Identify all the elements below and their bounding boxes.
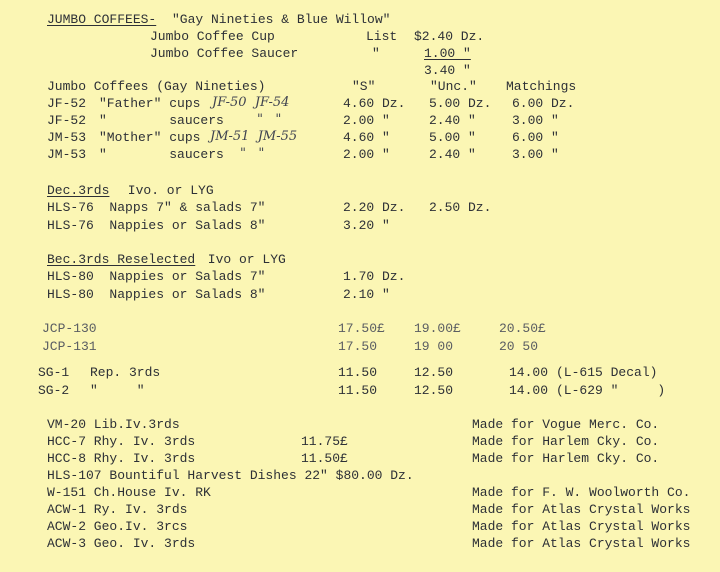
made-price: 11.75£	[301, 434, 348, 449]
bec-row-price: 1.70 Dz.	[343, 269, 406, 284]
jcp-price-c: 20.50£	[499, 321, 546, 336]
sg-code: SG-1	[38, 365, 70, 380]
bec-row-price: 2.10 "	[343, 287, 390, 302]
price-unc: 5.00 "	[429, 130, 476, 145]
list-item: HCC-7 Rhy. Iv. 3rds	[47, 434, 196, 449]
price-s: 4.60 Dz.	[343, 96, 406, 111]
made-for-note: Made for F. W. Woolworth Co.	[472, 485, 691, 500]
made-for-note: Made for Atlas Crystal Works	[472, 519, 691, 534]
made-for-note: Made for Harlem Cky. Co.	[472, 434, 660, 449]
document-title: JUMBO COFFEES-	[47, 12, 157, 27]
sg-desc: " "	[90, 383, 145, 398]
made-for-note: Made for Vogue Merc. Co.	[472, 417, 660, 432]
jcp-price-a: 17.50£	[338, 321, 385, 336]
jumbo-total-price: 3.40 "	[424, 63, 471, 78]
dec-row-price-2: 2.50 Dz.	[429, 200, 492, 215]
bec-row-text: HLS-80 Nappies or Salads 7"	[47, 269, 266, 284]
document-subtitle: "Gay Nineties & Blue Willow"	[172, 12, 391, 27]
price-s: 4.60 "	[343, 130, 390, 145]
price-unc: 2.40 "	[429, 147, 476, 162]
handwritten-note: JF-50 JF-54	[212, 95, 290, 110]
dec-row-text: HLS-76 Napps 7" & salads 7"	[47, 200, 266, 215]
price-match: 3.00 "	[512, 147, 559, 162]
dec-row-price-1: 2.20 Dz.	[343, 200, 406, 215]
sg-note: (L-615 Decal)	[556, 365, 658, 380]
price-match: 6.00 "	[512, 130, 559, 145]
jumbo-saucer-label: Jumbo Coffee Saucer	[150, 46, 299, 61]
table-row-desc: "Father" cups	[99, 96, 201, 111]
price-s: 2.00 "	[343, 113, 390, 128]
list-item: HCC-8 Rhy. Iv. 3rds	[47, 451, 196, 466]
saucer-ditto: "	[372, 46, 380, 61]
jumbo-saucer-price: 1.00 "	[424, 46, 471, 61]
table-row-desc: " saucers	[99, 147, 224, 162]
sg-note: (L-629 " )	[556, 383, 666, 398]
list-item: ACW-2 Geo.Iv. 3rcs	[47, 519, 188, 534]
sg-price-b: 12.50	[414, 383, 454, 398]
list-item: HLS-107 Bountiful Harvest Dishes 22" $80.00 Dz.	[47, 468, 414, 483]
dec-3rds-heading: Dec.3rds	[47, 183, 110, 198]
price-unc: 2.40 "	[429, 113, 476, 128]
jumbo-cup-label: Jumbo Coffee Cup	[150, 29, 275, 44]
made-price: 11.50£	[301, 451, 348, 466]
table-row-desc: " saucers	[99, 113, 224, 128]
jcp-code: JCP-130	[42, 321, 97, 336]
made-for-note: Made for Atlas Crystal Works	[472, 536, 691, 551]
table-row-desc: "Mother" cups	[99, 130, 201, 145]
table-row-code: JF-52	[47, 96, 87, 111]
col-matchings-header: Matchings	[506, 79, 577, 94]
gay-nineties-heading: Jumbo Coffees (Gay Nineties)	[47, 79, 266, 94]
handwritten-note: JM-51 JM-55	[210, 129, 298, 144]
jcp-code: JCP-131	[42, 339, 97, 354]
jcp-price-c: 20 50	[499, 339, 539, 354]
price-unc: 5.00 Dz.	[429, 96, 492, 111]
table-row-code: JF-52	[47, 113, 87, 128]
dec-3rds-heading-rest: Ivo. or LYG	[120, 183, 214, 198]
sg-price-c: 14.00	[509, 365, 549, 380]
list-label: List	[366, 29, 398, 44]
jcp-price-b: 19.00£	[414, 321, 461, 336]
list-item: ACW-1 Ry. Iv. 3rds	[47, 502, 188, 517]
sg-code: SG-2	[38, 383, 70, 398]
handwritten-note: " "	[257, 112, 282, 127]
price-s: 2.00 "	[343, 147, 390, 162]
table-row-code: JM-53	[47, 130, 87, 145]
handwritten-note: " "	[240, 146, 265, 161]
made-for-note: Made for Atlas Crystal Works	[472, 502, 691, 517]
list-item: W-151 Ch.House Iv. RK	[47, 485, 211, 500]
made-for-note: Made for Harlem Cky. Co.	[472, 451, 660, 466]
dec-row-price-1: 3.20 "	[343, 218, 390, 233]
jumbo-cup-price: $2.40 Dz.	[414, 29, 485, 44]
table-row-code: JM-53	[47, 147, 87, 162]
bec-row-text: HLS-80 Nappies or Salads 8"	[47, 287, 266, 302]
sg-desc: Rep. 3rds	[90, 365, 161, 380]
jcp-price-a: 17.50	[338, 339, 378, 354]
sg-price-a: 11.50	[338, 383, 378, 398]
list-item: ACW-3 Geo. Iv. 3rds	[47, 536, 196, 551]
col-s-header: "S"	[352, 79, 376, 94]
dec-row-text: HLS-76 Nappies or Salads 8"	[47, 218, 266, 233]
price-match: 6.00 Dz.	[512, 96, 575, 111]
jcp-price-b: 19 00	[414, 339, 454, 354]
list-item: VM-20 Lib.Iv.3rds	[47, 417, 180, 432]
col-unc-header: "Unc."	[430, 79, 477, 94]
sg-price-c: 14.00	[509, 383, 549, 398]
sg-price-b: 12.50	[414, 365, 454, 380]
bec-3rds-heading-rest: Ivo or LYG	[200, 252, 286, 267]
bec-3rds-heading: Bec.3rds Reselected	[47, 252, 196, 267]
price-match: 3.00 "	[512, 113, 559, 128]
sg-price-a: 11.50	[338, 365, 378, 380]
